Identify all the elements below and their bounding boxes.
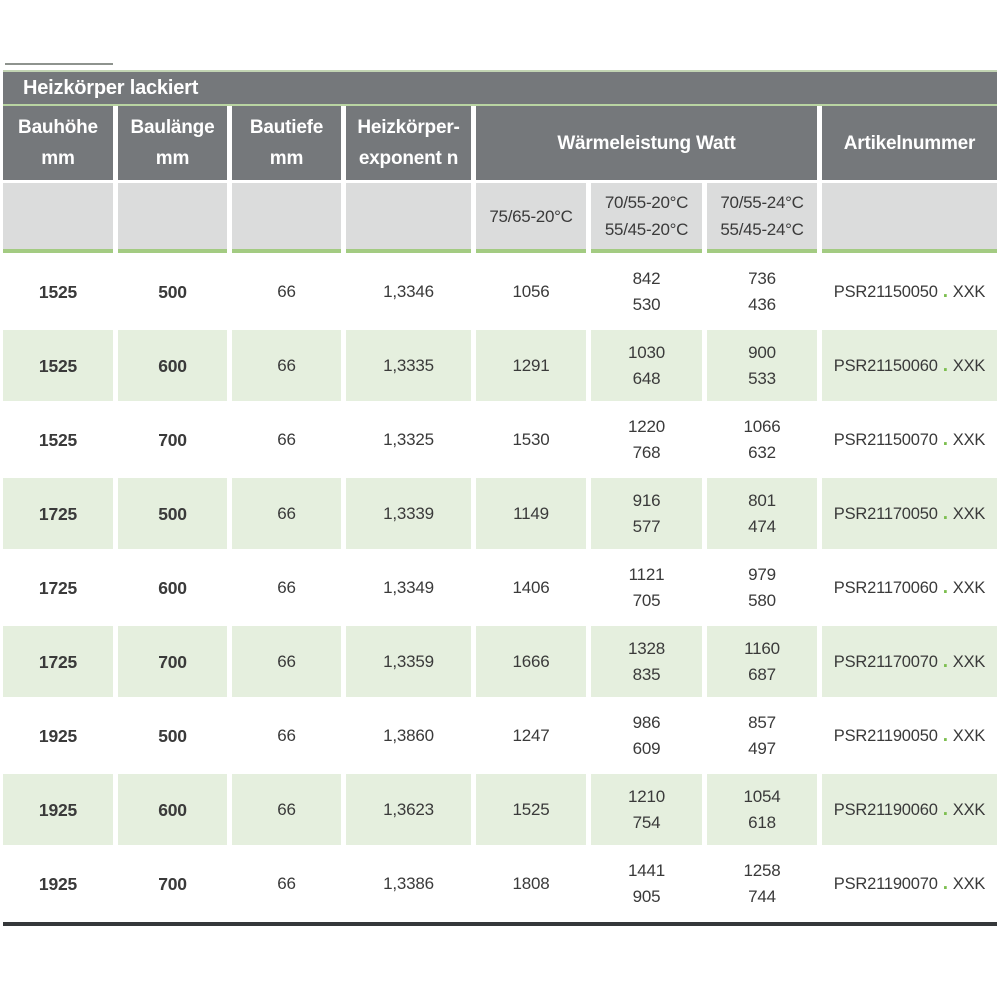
cell-exponent: 1,3335 (346, 330, 471, 401)
cell-watt-75-65: 1525 (476, 774, 586, 845)
cell-exponent: 1,3349 (346, 552, 471, 623)
cell-watt-70-55-24 (707, 552, 817, 623)
cell-exponent: 1,3325 (346, 404, 471, 475)
top-left-rule-fragment (5, 63, 113, 65)
artikel-code: PSR21190060 (833, 800, 938, 819)
artikel-suffix: XXK (952, 282, 986, 301)
watt-value-high: 736 (748, 268, 776, 288)
artikel-code: PSR21170070 (833, 652, 938, 671)
watt-value-high: 1441 (627, 860, 666, 880)
cell-exponent: 1,3860 (346, 700, 471, 771)
cell-watt-70-55-24 (707, 626, 817, 697)
cell-baulaenge: 600 (118, 774, 227, 845)
watt-value-high: 842 (632, 268, 661, 288)
cell-exponent: 1,3386 (346, 848, 471, 919)
watt-value-high: 1258 (743, 860, 781, 880)
artikel-code: PSR21190070 (833, 874, 938, 893)
watt-value-low: 754 (632, 812, 661, 832)
subheader-empty-bauhoehe (3, 183, 113, 253)
watt-value-low: 648 (632, 368, 661, 388)
subheader-empty-exponent (346, 183, 471, 253)
artikel-separator-dot: . (942, 354, 948, 376)
cell-bautiefe: 66 (232, 478, 341, 549)
column-header-artikelnummer: Artikelnummer (822, 106, 997, 180)
cell-watt-70-55-20 (591, 700, 702, 771)
cell-exponent: 1,3359 (346, 626, 471, 697)
cell-watt-70-55-20 (591, 330, 702, 401)
cell-exponent: 1,3346 (346, 256, 471, 327)
cell-exponent: 1,3623 (346, 774, 471, 845)
watt-value-low: 768 (632, 442, 661, 462)
watt-value-low: 580 (748, 590, 776, 610)
watt-value-low: 687 (748, 664, 776, 684)
cell-exponent: 1,3339 (346, 478, 471, 549)
artikel-suffix: XXK (952, 430, 986, 449)
cell-watt-75-65: 1247 (476, 700, 586, 771)
cell-bauhoehe: 1525 (3, 256, 113, 327)
watt-value-low: 497 (748, 738, 776, 758)
table-bottom-rule (3, 922, 997, 926)
cell-artikelnummer (822, 774, 997, 845)
cell-baulaenge: 700 (118, 626, 227, 697)
subheader-empty-artikelnummer (822, 183, 997, 253)
cell-watt-70-55-20 (591, 552, 702, 623)
watt-value-low: 533 (748, 368, 776, 388)
cell-artikelnummer (822, 256, 997, 327)
watt-value-low: 530 (632, 294, 661, 314)
artikel-separator-dot: . (942, 502, 948, 524)
cell-bautiefe: 66 (232, 700, 341, 771)
artikel-suffix: XXK (952, 652, 986, 671)
cell-baulaenge: 500 (118, 256, 227, 327)
column-header-waermeleistung: Wärmeleistung Watt (476, 106, 817, 180)
cell-artikelnummer (822, 404, 997, 475)
heizkoerper-data-table (3, 70, 997, 926)
artikel-separator-dot: . (942, 798, 948, 820)
watt-value-low: 744 (748, 886, 776, 906)
cell-watt-75-65: 1666 (476, 626, 586, 697)
table-title-bar (3, 70, 997, 106)
cell-bauhoehe: 1725 (3, 478, 113, 549)
subheader-temp-75-65: 75/65-20°C (476, 183, 586, 253)
cell-bautiefe: 66 (232, 330, 341, 401)
artikel-suffix: XXK (952, 504, 986, 523)
cell-watt-70-55-20 (591, 256, 702, 327)
cell-artikelnummer (822, 848, 997, 919)
artikel-suffix: XXK (952, 726, 986, 745)
watt-value-low: 705 (632, 590, 661, 610)
cell-baulaenge: 600 (118, 552, 227, 623)
watt-value-high: 1121 (628, 564, 665, 584)
cell-watt-70-55-24 (707, 700, 817, 771)
column-header-bautiefe: Bautiefe mm (232, 106, 341, 180)
cell-baulaenge: 600 (118, 330, 227, 401)
watt-value-high: 1210 (627, 786, 666, 806)
artikel-separator-dot: . (942, 576, 948, 598)
watt-value-low: 436 (748, 294, 776, 314)
watt-value-low: 474 (748, 516, 776, 536)
cell-artikelnummer (822, 626, 997, 697)
watt-value-high: 979 (748, 564, 776, 584)
artikel-code: PSR21150060 (833, 356, 938, 375)
artikel-separator-dot: . (942, 724, 948, 746)
watt-value-high: 900 (748, 342, 776, 362)
watt-value-high: 1054 (743, 786, 781, 806)
subheader-temp-70-55-20: 70/55-20°C 55/45-20°C (591, 183, 702, 253)
watt-value-high: 1066 (743, 416, 781, 436)
table-title: Heizkörper lackiert (23, 76, 199, 99)
cell-watt-70-55-20 (591, 774, 702, 845)
watt-value-low: 618 (748, 812, 776, 832)
artikel-code: PSR21150050 (833, 282, 938, 301)
cell-watt-70-55-20 (591, 626, 702, 697)
cell-bautiefe: 66 (232, 626, 341, 697)
watt-value-low: 609 (632, 738, 661, 758)
cell-bautiefe: 66 (232, 552, 341, 623)
cell-artikelnummer (822, 330, 997, 401)
cell-watt-70-55-24 (707, 256, 817, 327)
cell-watt-75-65: 1406 (476, 552, 586, 623)
watt-value-high: 986 (632, 712, 661, 732)
watt-value-high: 801 (748, 490, 776, 510)
artikel-code: PSR21150070 (833, 430, 938, 449)
cell-baulaenge: 500 (118, 478, 227, 549)
cell-watt-70-55-24 (707, 330, 817, 401)
cell-bautiefe: 66 (232, 256, 341, 327)
cell-bauhoehe: 1525 (3, 404, 113, 475)
cell-watt-75-65: 1056 (476, 256, 586, 327)
cell-baulaenge: 700 (118, 848, 227, 919)
artikel-code: PSR21190050 (833, 726, 938, 745)
artikel-suffix: XXK (952, 578, 986, 597)
artikel-separator-dot: . (942, 872, 948, 894)
artikel-suffix: XXK (952, 800, 986, 819)
cell-watt-75-65: 1149 (476, 478, 586, 549)
artikel-suffix: XXK (952, 356, 986, 375)
cell-watt-70-55-20 (591, 848, 702, 919)
cell-baulaenge: 700 (118, 404, 227, 475)
watt-value-high: 1328 (627, 638, 666, 658)
subheader-empty-bautiefe (232, 183, 341, 253)
artikel-separator-dot: . (942, 280, 948, 302)
cell-watt-70-55-24 (707, 404, 817, 475)
cell-watt-75-65: 1291 (476, 330, 586, 401)
subheader-temp-70-55-24: 70/55-24°C 55/45-24°C (707, 183, 817, 253)
artikel-code: PSR21170060 (833, 578, 938, 597)
watt-value-high: 1160 (744, 638, 780, 658)
watt-value-low: 632 (748, 442, 776, 462)
cell-bauhoehe: 1725 (3, 626, 113, 697)
cell-bauhoehe: 1925 (3, 774, 113, 845)
table-grid (3, 106, 997, 919)
cell-watt-75-65: 1530 (476, 404, 586, 475)
cell-artikelnummer (822, 552, 997, 623)
subheader-empty-baulaenge (118, 183, 227, 253)
cell-baulaenge: 500 (118, 700, 227, 771)
column-header-exponent: Heizkörper- exponent n (346, 106, 471, 180)
cell-watt-70-55-24 (707, 774, 817, 845)
cell-artikelnummer (822, 478, 997, 549)
cell-bauhoehe: 1925 (3, 848, 113, 919)
cell-artikelnummer (822, 700, 997, 771)
artikel-separator-dot: . (942, 650, 948, 672)
cell-watt-70-55-20 (591, 478, 702, 549)
cell-bautiefe: 66 (232, 404, 341, 475)
cell-bauhoehe: 1925 (3, 700, 113, 771)
artikel-separator-dot: . (942, 428, 948, 450)
cell-watt-70-55-24 (707, 478, 817, 549)
column-header-bauhoehe: Bauhöhe mm (3, 106, 113, 180)
cell-watt-75-65: 1808 (476, 848, 586, 919)
watt-value-high: 1030 (627, 342, 666, 362)
watt-value-high: 916 (632, 490, 661, 510)
cell-watt-70-55-20 (591, 404, 702, 475)
watt-value-low: 577 (632, 516, 661, 536)
cell-watt-70-55-24 (707, 848, 817, 919)
artikel-suffix: XXK (952, 874, 986, 893)
cell-bauhoehe: 1725 (3, 552, 113, 623)
cell-bauhoehe: 1525 (3, 330, 113, 401)
watt-value-high: 1220 (627, 416, 666, 436)
column-header-baulaenge: Baulänge mm (118, 106, 227, 180)
watt-value-high: 857 (748, 712, 776, 732)
watt-value-low: 905 (632, 886, 661, 906)
watt-value-low: 835 (632, 664, 661, 684)
artikel-code: PSR21170050 (833, 504, 938, 523)
cell-bautiefe: 66 (232, 848, 341, 919)
cell-bautiefe: 66 (232, 774, 341, 845)
